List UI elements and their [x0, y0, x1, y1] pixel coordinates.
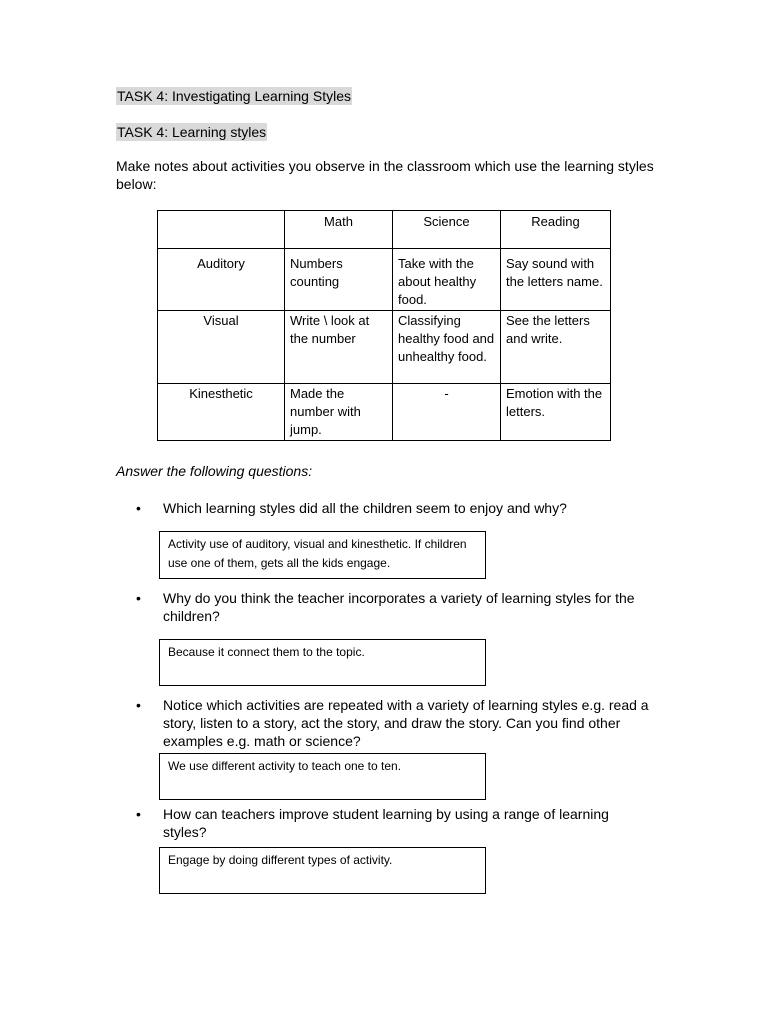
table-header-science: Science: [393, 211, 501, 249]
bullet-icon: •: [136, 697, 141, 713]
table-header-math: Math: [285, 211, 393, 249]
table-cell: Classifying healthy food and unhealthy food.: [393, 311, 501, 384]
table-cell: -: [393, 384, 501, 441]
task-title: TASK 4: Investigating Learning Styles: [117, 88, 351, 104]
question-2: Why do you think the teacher incorporates a variety of learning styles for the children?: [163, 590, 635, 624]
answer-box-1: Activity use of auditory, visual and kinesthetic. If children use one of them, gets all the kids engage.: [159, 531, 486, 579]
questions-heading: Answer the following questions:: [116, 463, 313, 479]
task-subtitle: TASK 4: Learning styles: [117, 124, 267, 140]
table-row: [158, 311, 611, 384]
bullet-icon: •: [136, 806, 141, 822]
learning-styles-table: [157, 210, 611, 441]
answer-box-3: We use different activity to teach one to ten.: [159, 753, 486, 800]
bullet-icon: •: [136, 500, 141, 516]
question-4: How can teachers improve student learning by using a range of learning styles?: [163, 806, 609, 840]
table-cell: Take with the about healthy food.: [393, 249, 501, 311]
row-label-kinesthetic: Kinesthetic: [158, 384, 285, 441]
answer-box-4: Engage by doing different types of activity.: [159, 847, 486, 894]
table-header-row: [158, 211, 611, 249]
answer-box-2: Because it connect them to the topic.: [159, 639, 486, 686]
table-cell: Say sound with the letters name.: [501, 249, 611, 311]
table-cell: Made the number with jump.: [285, 384, 393, 441]
table-cell: See the letters and write.: [501, 311, 611, 384]
table-row: [158, 249, 611, 311]
table-cell: Write \ look at the number: [285, 311, 393, 384]
table-row: [158, 384, 611, 441]
instructions: Make notes about activities you observe in the classroom which use the learning styles below:: [116, 158, 654, 192]
question-3: Notice which activities are repeated with a variety of learning styles e.g. read a story, listen to a story, act the story, and draw the story. Can you find other examples e.g. math or science?: [163, 697, 649, 749]
table-cell: Numbers counting: [285, 249, 393, 311]
table-cell: Emotion with the letters.: [501, 384, 611, 441]
table-header-reading: Reading: [501, 211, 611, 249]
question-1: Which learning styles did all the children seem to enjoy and why?: [163, 500, 567, 516]
row-label-auditory: Auditory: [158, 249, 285, 311]
bullet-icon: •: [136, 590, 141, 606]
row-label-visual: Visual: [158, 311, 285, 384]
table-header-empty: [158, 211, 285, 249]
